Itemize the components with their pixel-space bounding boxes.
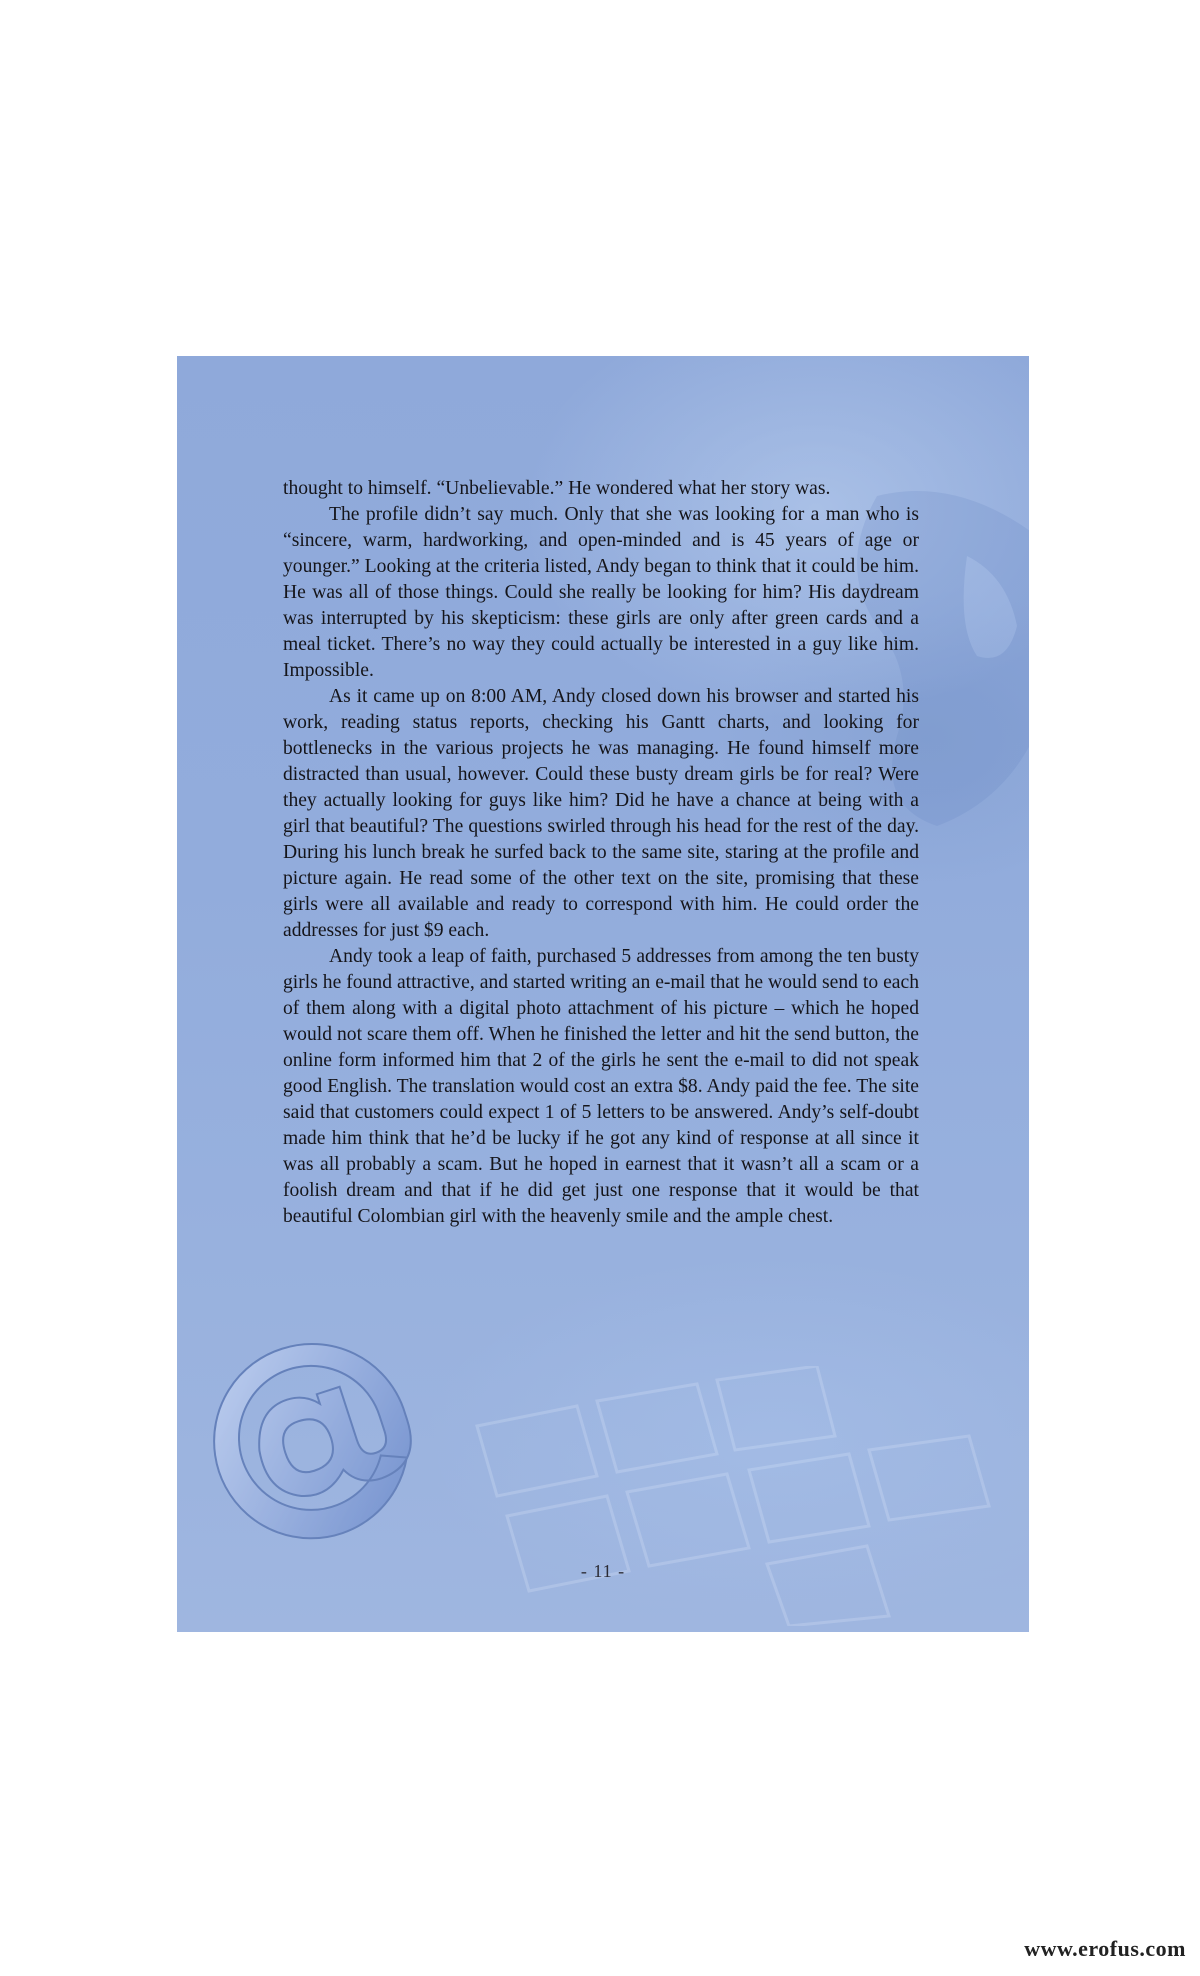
watermark: www.erofus.com — [1024, 1936, 1186, 1961]
paragraph: The profile didn’t say much. Only that she was looking for a man who is “sincere, warm, hardworking, and open-minded and is 45 years of age or younger.” Looking at the criteria listed, Andy began to think that it could be him. He was all of those things. Could she really be looking for him? His daydream was interrupted by his skepticism: these girls are only after green cards and a meal ticket. There’s no way they could actually be interested in a guy like him. Impossible. — [283, 504, 919, 681]
keyboard-keys-decor — [437, 1366, 1027, 1626]
page-number: - 11 - — [580, 1561, 626, 1581]
body-text — [283, 476, 919, 1230]
book-page — [177, 356, 1029, 1632]
paragraph: thought to himself. “Unbelievable.” He wondered what her story was. — [283, 478, 831, 499]
paragraph: Andy took a leap of faith, purchased 5 addresses from among the ten busty girls he found attractive, and started writing an e-mail that he would send to each of them along with a digital photo attachment of his picture – which he hoped would not scare them off. When he finished the letter and hit the send button, the online form informed him that 2 of the girls he sent the e-mail to did not speak good English. The translation would cost an extra $8. Andy paid the fee. The site said that customers could expect 1 of 5 letters to be answered. Andy’s self-doubt made him think that he’d be lucky if he got any kind of response at all since it was all probably a scam. But he hoped in earnest that it wasn’t all a scam or a foolish dream and that if he did get just one response that it would be that beautiful Colombian girl with the heavenly smile and the ample chest. — [283, 946, 919, 1227]
paragraph: As it came up on 8:00 AM, Andy closed down his browser and started his work, reading status reports, checking his Gantt charts, and looking for bottlenecks in the various projects he was managing. He found himself more distracted than usual, however. Could these busty dream girls be for real? Were they actually looking for guys like him? Did he have a chance at being with a girl that beautiful? The questions swirled through his head for the rest of the day. During his lunch break he surfed back to the same site, staring at the profile and picture again. He read some of the other text on the site, promising that these girls were all available and ready to correspond with him. He could order the addresses for just $9 each. — [283, 686, 919, 941]
at-sign-icon — [197, 1326, 427, 1556]
